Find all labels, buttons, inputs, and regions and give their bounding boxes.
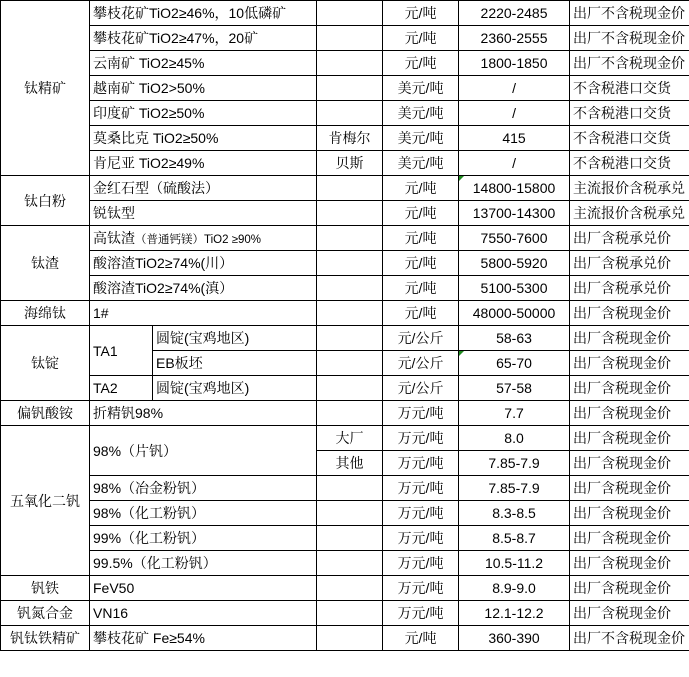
terms-cell	[570, 451, 689, 476]
grade-text: TA2	[93, 380, 118, 396]
table-row	[1, 26, 689, 51]
unit-text: 元/吨	[404, 255, 437, 271]
product-text: FeV50	[93, 580, 135, 596]
unit-text: 元/吨	[404, 55, 437, 71]
product-text: 折精钒98%	[93, 405, 164, 421]
terms-cell	[570, 201, 689, 226]
product-text: 高钛渣	[93, 230, 135, 246]
product-small-text: （普通钙镁）TiO2 ≥90%	[135, 234, 262, 246]
table-row	[1, 226, 689, 251]
unit-text: 美元/吨	[397, 105, 444, 121]
price-cell	[459, 451, 570, 476]
terms-text: 不含税港口交货	[573, 105, 672, 121]
unit-cell	[383, 526, 459, 551]
terms-text: 主流报价含税承兑	[573, 205, 686, 221]
product-text: 酸溶渣TiO2≥74%(滇）	[93, 280, 234, 296]
supplier-cell	[317, 76, 383, 101]
supplier-cell	[317, 576, 383, 601]
grade-text: TA1	[93, 342, 118, 359]
price-text: /	[512, 80, 516, 96]
product-cell	[90, 76, 317, 101]
supplier-cell	[317, 451, 383, 476]
unit-text: 美元/吨	[397, 80, 444, 96]
unit-cell	[383, 576, 459, 601]
price-cell	[459, 376, 570, 401]
price-table-body	[1, 1, 689, 651]
unit-cell	[383, 251, 459, 276]
supplier-cell	[317, 251, 383, 276]
terms-text: 出厂含税现金价	[573, 330, 672, 346]
unit-cell	[383, 101, 459, 126]
table-row	[1, 76, 689, 101]
table-row	[1, 151, 689, 176]
unit-text: 元/吨	[404, 205, 437, 221]
supplier-cell	[317, 601, 383, 626]
table-row	[1, 526, 689, 551]
unit-cell	[383, 351, 459, 376]
supplier-cell	[317, 126, 383, 151]
terms-text: 出厂含税现金价	[573, 555, 672, 571]
unit-cell	[383, 26, 459, 51]
unit-cell	[383, 226, 459, 251]
unit-cell	[383, 276, 459, 301]
product-cell	[90, 526, 317, 551]
unit-text: 元/吨	[404, 305, 437, 321]
price-cell	[459, 526, 570, 551]
category-cell	[1, 401, 90, 426]
spec-cell	[153, 326, 317, 351]
terms-cell	[570, 226, 689, 251]
supplier-text: 肯梅尔	[328, 130, 371, 146]
terms-cell	[570, 476, 689, 501]
unit-cell	[383, 501, 459, 526]
product-cell	[90, 126, 317, 151]
unit-cell	[383, 201, 459, 226]
product-text: 莫桑比克 TiO2≥50%	[93, 130, 219, 146]
unit-text: 万元/吨	[397, 480, 444, 496]
unit-text: 元/吨	[404, 230, 437, 246]
product-cell	[90, 626, 317, 651]
price-cell	[459, 51, 570, 76]
product-text: 98%（冶金粉钒）	[93, 480, 206, 496]
supplier-text: 贝斯	[335, 155, 364, 171]
table-row	[1, 551, 689, 576]
category-cell	[1, 601, 90, 626]
unit-text: 元/公斤	[397, 380, 444, 396]
unit-cell	[383, 326, 459, 351]
terms-cell	[570, 601, 689, 626]
price-text: 5100-5300	[480, 280, 548, 296]
spec-cell	[153, 376, 317, 401]
price-text: 10.5-11.2	[484, 555, 544, 571]
grade-cell	[90, 376, 153, 401]
price-text: 7.7	[504, 405, 524, 421]
price-cell	[459, 176, 570, 201]
product-cell	[90, 501, 317, 526]
table-row	[1, 426, 689, 451]
unit-cell	[383, 176, 459, 201]
product-text: 酸溶渣TiO2≥74%(川）	[93, 255, 234, 271]
unit-text: 万元/吨	[397, 405, 444, 421]
terms-text: 出厂含税现金价	[573, 430, 672, 446]
terms-text: 不含税港口交货	[573, 80, 672, 96]
product-cell	[90, 276, 317, 301]
price-cell	[459, 326, 570, 351]
table-row	[1, 501, 689, 526]
table-row	[1, 176, 689, 201]
price-text: 360-390	[488, 630, 540, 646]
terms-text: 主流报价含税承兑	[573, 180, 686, 196]
price-text: 5800-5920	[480, 255, 548, 271]
terms-cell	[570, 426, 689, 451]
price-text: 12.1-12.2	[484, 605, 544, 621]
price-text: 8.3-8.5	[492, 505, 536, 521]
supplier-cell	[317, 551, 383, 576]
supplier-cell	[317, 376, 383, 401]
price-cell	[459, 426, 570, 451]
product-text: 98%（片钒）	[93, 442, 178, 459]
price-text: 14800-15800	[472, 180, 556, 196]
table-row	[1, 476, 689, 501]
terms-text: 不含税港口交货	[573, 155, 672, 171]
category-text: 钒钛铁精矿	[10, 630, 80, 646]
terms-cell	[570, 76, 689, 101]
price-cell	[459, 551, 570, 576]
terms-cell	[570, 276, 689, 301]
supplier-cell	[317, 526, 383, 551]
table-row	[1, 126, 689, 151]
table-row	[1, 401, 689, 426]
unit-cell	[383, 376, 459, 401]
supplier-cell	[317, 426, 383, 451]
category-text: 钒氮合金	[17, 605, 73, 621]
product-text: 攀枝花矿 Fe≥54%	[93, 630, 205, 646]
price-text: 1800-1850	[480, 55, 548, 71]
unit-text: 万元/吨	[397, 430, 444, 446]
price-cell	[459, 576, 570, 601]
supplier-text: 大厂	[335, 430, 364, 446]
unit-text: 元/公斤	[397, 330, 444, 346]
price-cell	[459, 501, 570, 526]
product-cell	[90, 251, 317, 276]
price-cell	[459, 126, 570, 151]
category-cell	[1, 301, 90, 326]
unit-cell	[383, 476, 459, 501]
unit-text: 万元/吨	[397, 505, 444, 521]
product-text: 攀枝花矿TiO2≥46%，10低磷矿	[93, 5, 287, 21]
spec-text: EB板坯	[156, 355, 203, 371]
terms-text: 出厂含税现金价	[573, 505, 672, 521]
table-row	[1, 601, 689, 626]
terms-cell	[570, 126, 689, 151]
terms-cell	[570, 351, 689, 376]
table-row	[1, 201, 689, 226]
supplier-cell	[317, 626, 383, 651]
price-cell	[459, 26, 570, 51]
terms-text: 出厂含税现金价	[573, 355, 672, 371]
category-cell	[1, 576, 90, 601]
price-text: 48000-50000	[472, 305, 556, 321]
product-cell	[90, 401, 317, 426]
product-cell	[90, 26, 317, 51]
table-row	[1, 251, 689, 276]
price-text: /	[512, 105, 516, 121]
supplier-cell	[317, 101, 383, 126]
price-text: 57-58	[496, 380, 532, 396]
grade-cell	[90, 326, 153, 376]
terms-cell	[570, 376, 689, 401]
spec-text: 圆锭(宝鸡地区)	[156, 330, 250, 346]
table-row	[1, 51, 689, 76]
terms-cell	[570, 26, 689, 51]
price-cell	[459, 626, 570, 651]
category-text: 海绵钛	[24, 305, 66, 321]
terms-text: 出厂不含税现金价	[573, 55, 686, 71]
unit-cell	[383, 551, 459, 576]
product-cell	[90, 1, 317, 26]
unit-text: 万元/吨	[397, 580, 444, 596]
supplier-cell	[317, 401, 383, 426]
terms-cell	[570, 526, 689, 551]
price-text: 8.0	[504, 430, 524, 446]
price-text: 2360-2555	[480, 30, 548, 46]
product-text: VN16	[93, 605, 129, 621]
terms-text: 出厂含税现金价	[573, 530, 672, 546]
category-text: 钛白粉	[24, 192, 66, 209]
price-text: /	[512, 155, 516, 171]
product-cell	[90, 576, 317, 601]
terms-cell	[570, 1, 689, 26]
product-cell	[90, 101, 317, 126]
unit-text: 元/吨	[404, 180, 437, 196]
supplier-cell	[317, 51, 383, 76]
product-text: 攀枝花矿TiO2≥47%，20矿	[93, 30, 259, 46]
terms-text: 出厂含税现金价	[573, 580, 672, 596]
product-text: 98%（化工粉钒）	[93, 505, 206, 521]
terms-text: 出厂含税现金价	[573, 480, 672, 496]
supplier-cell	[317, 226, 383, 251]
table-row	[1, 376, 689, 401]
terms-text: 出厂含税现金价	[573, 380, 672, 396]
unit-cell	[383, 76, 459, 101]
product-text: 锐钛型	[93, 205, 135, 221]
unit-cell	[383, 1, 459, 26]
unit-cell	[383, 51, 459, 76]
unit-cell	[383, 426, 459, 451]
spec-text: 圆锭(宝鸡地区)	[156, 380, 250, 396]
product-text: 金红石型（硫酸法）	[93, 180, 219, 196]
supplier-cell	[317, 351, 383, 376]
category-text: 偏钒酸铵	[17, 405, 73, 421]
unit-text: 元/吨	[404, 280, 437, 296]
category-cell	[1, 1, 90, 176]
category-text: 钛精矿	[24, 80, 66, 96]
supplier-cell	[317, 501, 383, 526]
terms-text: 出厂含税承兑价	[573, 255, 672, 271]
price-text: 65-70	[496, 355, 532, 371]
supplier-cell	[317, 151, 383, 176]
price-text: 2220-2485	[480, 5, 548, 21]
terms-cell	[570, 551, 689, 576]
price-cell	[459, 601, 570, 626]
terms-cell	[570, 626, 689, 651]
unit-text: 元/吨	[404, 630, 437, 646]
supplier-cell	[317, 276, 383, 301]
terms-text: 出厂不含税现金价	[573, 5, 686, 21]
table-row	[1, 626, 689, 651]
category-cell	[1, 226, 90, 301]
unit-cell	[383, 151, 459, 176]
unit-text: 万元/吨	[397, 605, 444, 621]
product-text: 肯尼亚 TiO2≥49%	[93, 155, 205, 171]
table-row	[1, 576, 689, 601]
price-text: 7.85-7.9	[488, 480, 540, 496]
category-text: 钒铁	[31, 580, 59, 596]
price-cell	[459, 101, 570, 126]
product-text: 1#	[93, 305, 109, 321]
terms-text: 出厂含税现金价	[573, 455, 672, 471]
table-row	[1, 326, 689, 351]
price-cell	[459, 1, 570, 26]
unit-cell	[383, 601, 459, 626]
terms-cell	[570, 251, 689, 276]
terms-text: 出厂含税现金价	[573, 305, 672, 321]
unit-cell	[383, 301, 459, 326]
product-cell	[90, 151, 317, 176]
product-cell	[90, 426, 317, 476]
terms-text: 出厂含税承兑价	[573, 280, 672, 296]
category-cell	[1, 176, 90, 226]
table-row	[1, 301, 689, 326]
price-cell	[459, 301, 570, 326]
unit-text: 元/吨	[404, 5, 437, 21]
terms-text: 出厂不含税现金价	[573, 30, 686, 46]
category-text: 钛渣	[31, 255, 59, 271]
price-text: 415	[502, 130, 526, 146]
price-cell	[459, 401, 570, 426]
supplier-cell	[317, 176, 383, 201]
terms-text: 出厂含税现金价	[573, 605, 672, 621]
spec-cell	[153, 351, 317, 376]
category-cell	[1, 426, 90, 576]
terms-cell	[570, 501, 689, 526]
price-text: 8.5-8.7	[492, 530, 536, 546]
price-cell	[459, 201, 570, 226]
unit-text: 万元/吨	[397, 455, 444, 471]
terms-text: 不含税港口交货	[573, 130, 672, 146]
product-cell	[90, 601, 317, 626]
product-text: 越南矿 TiO2>50%	[93, 80, 205, 96]
unit-cell	[383, 451, 459, 476]
terms-cell	[570, 401, 689, 426]
product-text: 印度矿 TiO2≥50%	[93, 105, 205, 121]
terms-cell	[570, 51, 689, 76]
table-row	[1, 1, 689, 26]
unit-text: 元/公斤	[397, 355, 444, 371]
price-text: 13700-14300	[472, 205, 556, 221]
terms-text: 出厂含税现金价	[573, 405, 672, 421]
unit-text: 万元/吨	[397, 530, 444, 546]
category-text: 五氧化二钒	[10, 492, 80, 509]
terms-cell	[570, 101, 689, 126]
unit-cell	[383, 626, 459, 651]
price-cell	[459, 251, 570, 276]
product-cell	[90, 551, 317, 576]
product-cell	[90, 201, 317, 226]
category-text: 钛锭	[31, 355, 59, 371]
supplier-cell	[317, 476, 383, 501]
price-cell	[459, 151, 570, 176]
product-text: 99.5%（化工粉钒）	[93, 555, 217, 571]
unit-text: 美元/吨	[397, 130, 444, 146]
unit-cell	[383, 401, 459, 426]
table-row	[1, 276, 689, 301]
price-cell	[459, 226, 570, 251]
product-cell	[90, 476, 317, 501]
price-text: 7550-7600	[480, 230, 548, 246]
terms-cell	[570, 326, 689, 351]
supplier-cell	[317, 1, 383, 26]
unit-text: 元/吨	[404, 30, 437, 46]
supplier-cell	[317, 201, 383, 226]
category-cell	[1, 626, 90, 651]
unit-cell	[383, 126, 459, 151]
product-cell	[90, 226, 317, 251]
product-cell	[90, 51, 317, 76]
terms-cell	[570, 301, 689, 326]
supplier-text: 其他	[335, 455, 364, 471]
supplier-cell	[317, 326, 383, 351]
price-text: 58-63	[496, 330, 532, 346]
supplier-cell	[317, 301, 383, 326]
product-cell	[90, 176, 317, 201]
unit-text: 万元/吨	[397, 555, 444, 571]
terms-cell	[570, 176, 689, 201]
product-text: 云南矿 TiO2≥45%	[93, 55, 205, 71]
price-cell	[459, 76, 570, 101]
price-text: 7.85-7.9	[488, 455, 540, 471]
price-cell	[459, 351, 570, 376]
terms-text: 出厂含税承兑价	[573, 230, 672, 246]
terms-cell	[570, 151, 689, 176]
price-text: 8.9-9.0	[492, 580, 536, 596]
product-text: 99%（化工粉钒）	[93, 530, 206, 546]
price-cell	[459, 476, 570, 501]
table-row	[1, 101, 689, 126]
category-cell	[1, 326, 90, 401]
unit-text: 美元/吨	[397, 155, 444, 171]
supplier-cell	[317, 26, 383, 51]
terms-text: 出厂不含税现金价	[573, 630, 686, 646]
terms-cell	[570, 576, 689, 601]
price-cell	[459, 276, 570, 301]
product-cell	[90, 301, 317, 326]
